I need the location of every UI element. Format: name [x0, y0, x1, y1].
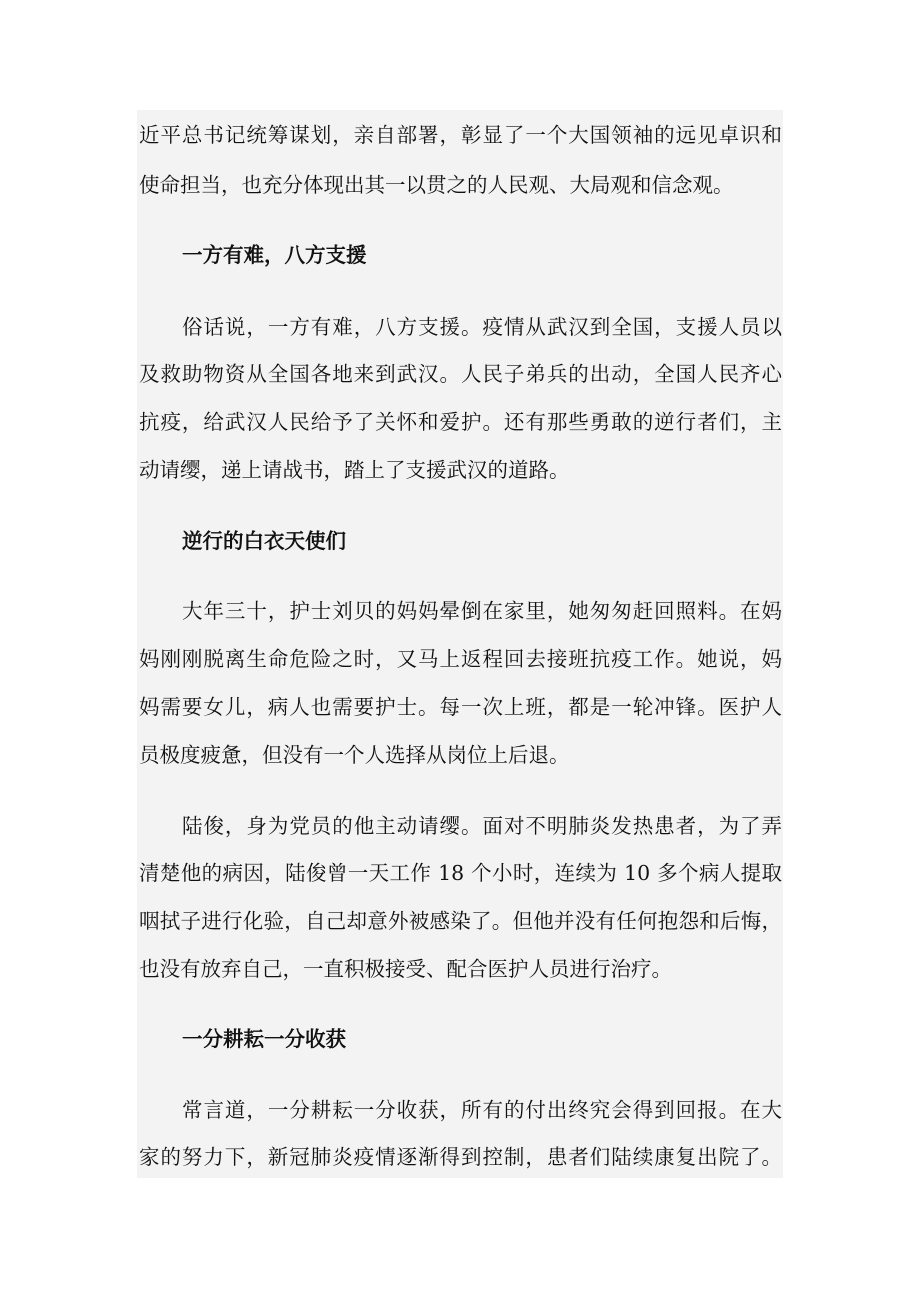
- paragraph-2-line-4: 动请缨，递上请战书，踏上了支援武汉的道路。: [139, 458, 570, 482]
- paragraph-2-line-1: 俗话说，一方有难，八方支援。疫情从武汉到全国，支援人员以: [182, 315, 782, 339]
- paragraph-3-line-4: 员极度疲惫，但没有一个人选择从岗位上后退。: [139, 743, 570, 767]
- paragraph-4-line-4: 也没有放弃自己，一直积极接受、配合医护人员进行治疗。: [139, 957, 672, 981]
- paragraph-3-line-1: 大年三十，护士刘贝的妈妈晕倒在家里，她匆匆赶回照料。在妈: [182, 599, 782, 623]
- paragraph-3-line-2: 妈刚刚脱离生命危险之时，又马上返程回去接班抗疫工作。她说，妈: [139, 647, 782, 671]
- heading-harvest: 一分耕耘一分收获: [182, 1027, 346, 1051]
- paragraph-4-line-3: 咽拭子进行化验，自己却意外被感染了。但他并没有任何抱怨和后悔，: [139, 909, 782, 933]
- paragraph-1-line-1: 近平总书记统筹谋划，亲自部署，彰显了一个大国领袖的远见卓识和: [139, 123, 782, 147]
- heading-angels: 逆行的白衣天使们: [182, 529, 346, 553]
- paragraph-5-line-2: 家的努力下，新冠肺炎疫情逐渐得到控制，患者们陆续康复出院了。: [139, 1145, 782, 1169]
- paragraph-5-line-1: 常言道，一分耕耘一分收获，所有的付出终究会得到回报。在大: [182, 1098, 782, 1122]
- paragraph-1-line-2: 使命担当，也充分体现出其一以贯之的人民观、大局观和信念观。: [139, 173, 734, 197]
- paragraph-4-line-1: 陆俊，身为党员的他主动请缨。面对不明肺炎发热患者，为了弄: [182, 814, 782, 838]
- paragraph-2-line-3: 抗疫，给武汉人民给予了关怀和爱护。还有那些勇敢的逆行者们，主: [139, 410, 782, 434]
- heading-support: 一方有难，八方支援: [182, 243, 367, 267]
- paragraph-2-line-2: 及救助物资从全国各地来到武汉。人民子弟兵的出动，全国人民齐心: [139, 362, 782, 386]
- paragraph-3-line-3: 妈需要女儿，病人也需要护士。每一次上班，都是一轮冲锋。医护人: [139, 695, 782, 719]
- paragraph-4-line-2: 清楚他的病因，陆俊曾一天工作 18 个小时，连续为 10 多个病人提取: [139, 861, 782, 885]
